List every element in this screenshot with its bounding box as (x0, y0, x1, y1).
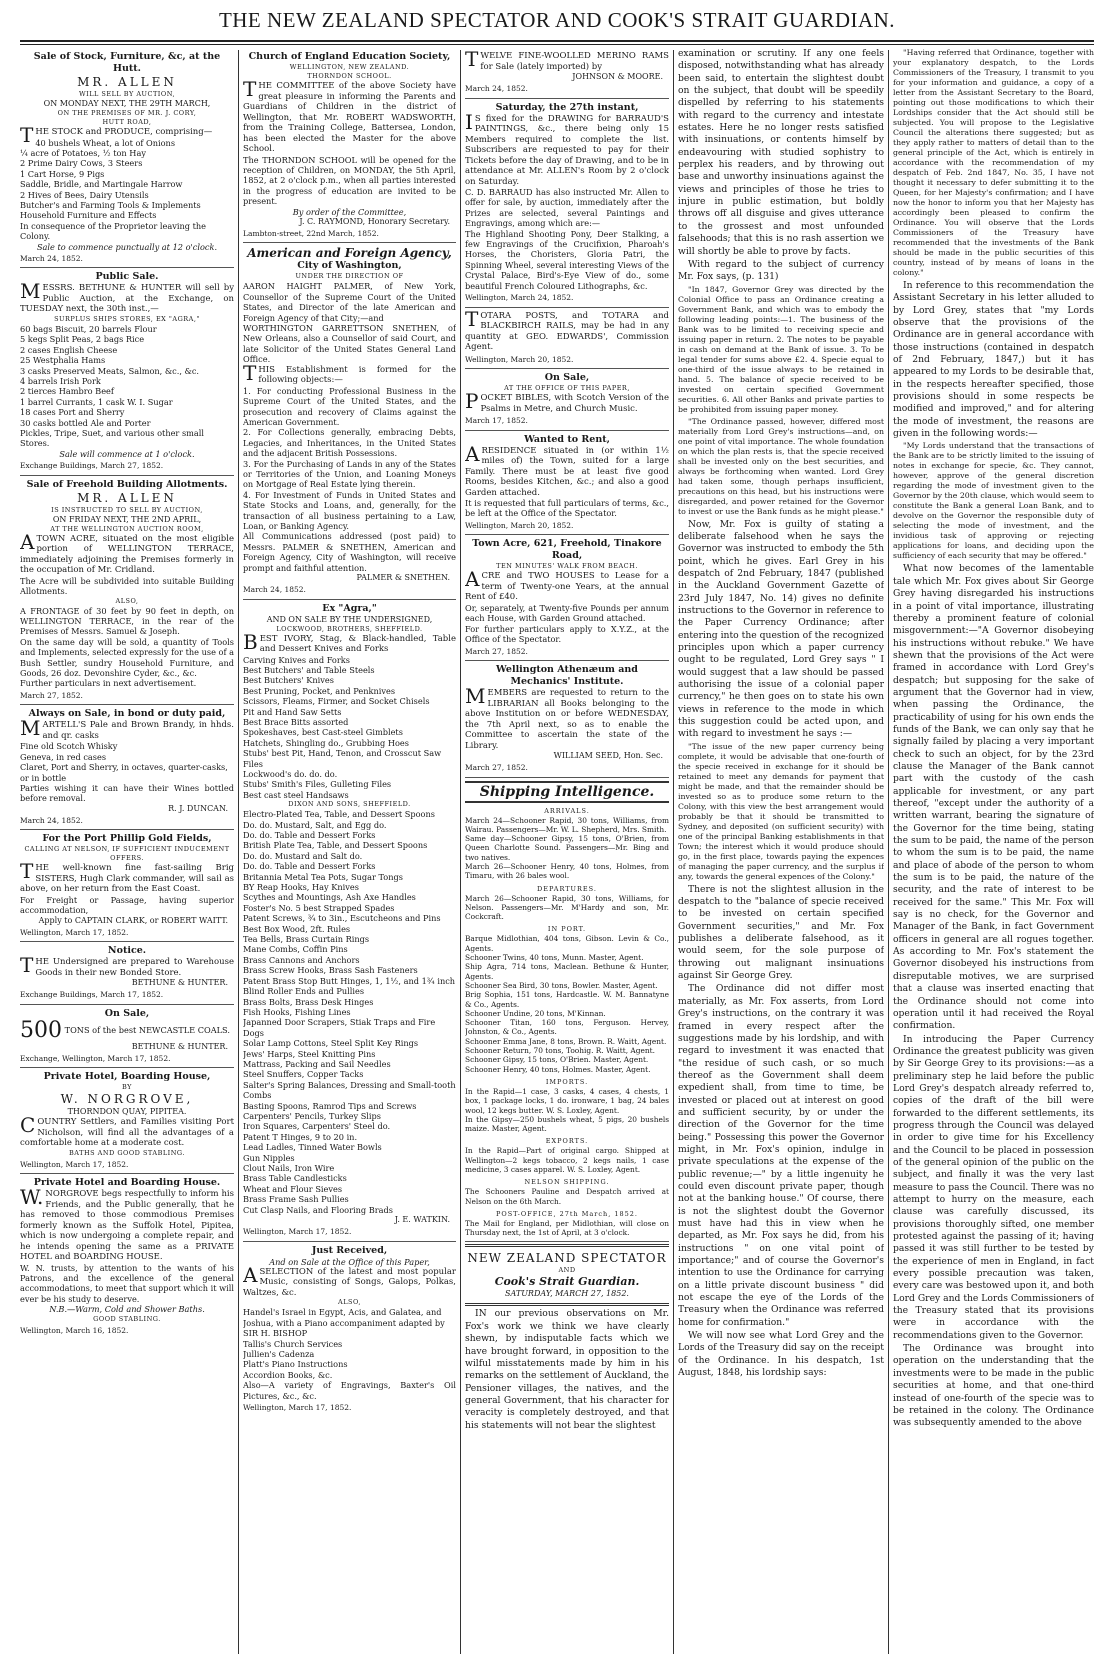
list-item: Stubs' Smith's Files, Gulleting Files (243, 779, 392, 790)
list-item: British Plate Tea, Table, and Dessert Spoons (243, 840, 428, 851)
proprietor-name: W. NORGROVE, (60, 1092, 194, 1107)
advert-text: For further particulars apply to X.Y.Z., at the Office of the Spectator. (465, 623, 669, 645)
list-item: 5 kegs Split Peas, 2 bags Rice (20, 334, 145, 345)
quotation: "Having referred that Ordinance, together with your explanatory despatch, to the Lords Commissioners of the Treasury, I transmit to you for your information and guidance, a copy of a letter from the Assistant Secretary to the Board, pointing out those modifications to which their Lordships consider that the Act should still be subjected. You will propose to the Legislative Council the alterations there suggested; but as they apply rather to matters of detail than to the general principle of the Act, which is entirely in accordance with the recommendation of my despatch of Feb. 2nd 1847, No. 35, I have not thought it necessary to defer submitting it to the Queen, for her Majesty's confirmation; and I have now the honor to inform you that her Majesty has accordingly been pleased to confirm the Ordinance. You will observe that the Lords Commissioners of the Treasury have recommended that the investments of the Bank should be made in the public securities of this country, instead of by means of loans in the colony." (893, 48, 1094, 277)
advert-lead: TOTARA POSTS, and TOTARA and BLACKBIRCH RAILS, may be had in any quantity at GEO. EDWARDS', Commission Agent. (465, 306, 669, 353)
advert-stock-sale (20, 48, 234, 268)
item-list (243, 809, 456, 882)
advert-gold-fields (20, 830, 234, 942)
advert-lead: ASELECTION of the latest and most popular Music, consisting of Songs, Galops, Polkas, Waltzes, &c. (243, 1262, 456, 1298)
list-item: Solar Lamp Cottons, Steel Split Key Rings (243, 1038, 419, 1049)
list-item: Geneva, in red cases (20, 751, 107, 762)
column-3 (465, 48, 669, 1656)
quotation: "The issue of the new paper currency being complete, it would be advisable that one-fourth of the specie received in exchange for it should be retained to meet any demands for payment that might be made, and that the remainder should be invested so as to produce some return to the Colony, with this view the best arrangement would probably be that it should be transmitted to Sydney, and deposited (on sufficient security) with one of the principal Banking establishments in that Town; the interest which it would produce should go, in the first place, towards paying the expences of managing the paper currency, and the surplus if any, towards the general expences of the Colony." (678, 741, 884, 881)
advert-date: Wellington, March 20, 1852. (465, 520, 574, 530)
advert-heading: Private Hotel and Boarding House. (33, 1177, 221, 1189)
section-subheading: DEPARTURES. (537, 884, 597, 893)
list-item: Barque Midlothian, 404 tons, Gibson. Levin & Co., Agents. (465, 934, 669, 953)
advert-text: 4. For Investment of Funds in United States and State Stocks and Loans, and, generally, for the transaction of all business pertaining to a Law, Loan, or Banking Agency. (243, 489, 456, 531)
advert-note: N.B.—Warm, Cold and Shower Baths. (49, 1304, 205, 1315)
shipping-intelligence (465, 778, 669, 1243)
paper-date: SATURDAY, MARCH 27, 1852. (505, 1289, 629, 1299)
item-list (20, 324, 234, 449)
advert-date: Wellington, March 17, 1852. (243, 1403, 352, 1413)
advert-heading: Public Sale. (95, 271, 159, 283)
list-item: Butcher's and Farming Tools & Implements (20, 199, 201, 210)
list-item: Ship Agra, 714 tons, Maclean. Bethune & Hunter, Agents. (465, 962, 669, 981)
list-item: Claret, Port and Sherry, in octaves, quarter-casks, or in bottle (20, 762, 228, 783)
list-item: Schooner Emma Jane, 8 tons, Brown. R. Waitt, Agent. (465, 1036, 667, 1046)
quantity-figure: 500 (20, 1017, 62, 1043)
list-item: Schooner Twins, 40 tons, Munn. Master, Agent. (465, 953, 644, 963)
item-list (20, 138, 234, 221)
list-item: Spokeshaves, best Cast-steel Gimblets (243, 727, 403, 738)
advert-notice (20, 942, 234, 1005)
advert-date: March 24, 1852. (20, 815, 83, 825)
list-item: Britannia Metal Tea Pots, Sugar Tongs (243, 871, 403, 882)
advert-heading: Private Hotel, Boarding House, (43, 1071, 211, 1083)
editorial-paragraph: We will now see what Lord Grey and the Lords of the Treasury did say on the receipt of the Ordinance. In his despatch, 1st August, 1848, his lordship says: (678, 1330, 884, 1379)
list-item: 4 barrels Irish Pork (20, 376, 101, 386)
advert-date: March 17, 1852. (465, 416, 528, 426)
advert-lead: BEST IVORY, Stag, & Black-handled, Table and Dessert Knives and Forks (243, 629, 456, 654)
advert-subheading: And on Sale at the Office of this Paper, (269, 1256, 430, 1267)
list-item: 2 Prime Dairy Cows, 3 Steers (20, 158, 143, 169)
advert-heading: Always on Sale, in bond or duty paid, (28, 708, 226, 720)
shipping-entry: Same day—Schooner Gipsy, 15 tons, O'Brien, from Queen Charlotte Sound. Passengers—Mr. Bing and two natives. (465, 834, 669, 862)
shipping-entry: The Mail for England, per Midlothian, will close on Thursday next, the 1st of April, at 3 o'clock. (465, 1218, 669, 1238)
auctioneer-name: MR. ALLEN (77, 75, 177, 89)
advert-lead: MEMBERS are requested to return to the LIBRARIAN all Books belonging to the above Institution on or before WEDNESDAY, the 7th April next, so as to enable the Committee to ascertain the state of the Library. (465, 684, 669, 751)
advert-text: Or, separately, at Twenty-five Pounds per annum each House, with Garden Ground attached. (465, 602, 669, 624)
list-item: 1 Cart Horse, 9 Pigs (20, 168, 105, 179)
advert-text: Further particulars in next advertisement. (20, 678, 197, 689)
newspaper-page (20, 48, 1094, 1656)
list-item: Handel's Israel in Egypt, Acis, and Galatea, and Joshua, with a Piano accompaniment adapted by SIR H. BISHOP (243, 1307, 445, 1339)
caption: WELLINGTON, NEW ZEALAND. (289, 63, 410, 71)
advert-athenaeum (465, 661, 669, 778)
advert-foreign-agency (243, 243, 456, 599)
list-item: Do. do. Table and Dessert Forks (243, 861, 376, 872)
list-item: Fine old Scotch Whisky (20, 741, 118, 752)
list-item: 30 casks bottled Ale and Porter (20, 417, 151, 428)
list-item: Foster's No. 5 best Strapped Spades (243, 902, 395, 913)
list-item: Do. do. Table and Dessert Forks (243, 830, 376, 840)
list-item: 18 cases Port and Sherry (20, 407, 125, 418)
advert-signature: J. C. RAYMOND, Honorary Secretary. (299, 216, 450, 226)
shipping-entry: The Schooners Pauline and Despatch arrived at Nelson on the 6th March. (465, 1187, 669, 1206)
list-item: Mane Combs, Coffin Pins (243, 944, 348, 955)
advert-building-allotments (20, 476, 234, 706)
list-item: Iron Squares, Carpenters' Steel do. (243, 1121, 391, 1132)
list-item: Best cast steel Handsaws (243, 789, 349, 800)
caption: IS INSTRUCTED TO SELL BY AUCTION, (51, 505, 203, 514)
list-item: Patent Brass Stop Butt Hinges, 1, 1½, and 1¾ inch (243, 975, 456, 986)
list-item: Hatchets, Shingling do., Grubbing Hoes (243, 737, 409, 748)
caption: BATHS AND GOOD STABLING. (69, 1148, 185, 1157)
advert-date: Exchange Buildings, March 27, 1852. (20, 461, 164, 471)
column-rule (238, 50, 239, 1654)
advert-heading: Town Acre, 621, Freehold, Tinakore Road, (472, 538, 662, 562)
advert-date: March 27, 1852. (465, 763, 528, 772)
column-4 (678, 48, 884, 1656)
advert-date: Wellington, March 20, 1852. (465, 354, 574, 364)
advert-lead: ACRE and TWO HOUSES to Lease for a term of Twenty-one Years, at the annual Rent of £40. (465, 567, 669, 603)
caption: GOOD STABLING. (93, 1314, 161, 1323)
advert-text: On the same day will be sold, a quantity of Tools and Implements, selected expressly for the use of a Bush Settler, sundry Household Furniture, and Goods, 26 doz. Devonshire Cyder, &c., &c. (20, 636, 234, 678)
advert-date: Exchange, Wellington, March 17, 1852. (20, 1053, 171, 1063)
column-rule (460, 50, 461, 1654)
advert-text: It is requested that full particulars of terms, &c., be left at the Office of the Spectator. (465, 498, 669, 519)
advert-heading: Wellington Athenæum and Mechanics' Institute. (496, 664, 638, 687)
advert-signature: WILLIAM SEED, Hon. Sec. (553, 751, 663, 760)
advert-heading: Notice. (107, 945, 147, 957)
caption: AND (558, 1266, 576, 1275)
advert-lead: ARESIDENCE situated in (or within 1½ miles of) the Town, suited for a large Family. There must be at least five good Rooms, besides Kitchen, &c.; and also a good Garden attached. (465, 441, 669, 498)
advert-signature: R. J. DUNCAN. (168, 803, 228, 813)
list-item: Schooner Return, 70 tons, Toohig. R. Waitt, Agent. (465, 1046, 655, 1056)
advert-heading: Sale of Freehold Building Allotments. (26, 478, 228, 490)
list-item: Japanned Door Scrapers, Stiak Traps and Fire Dogs (243, 1017, 436, 1038)
advert-text: 3. For the Purchasing of Lands in any of the States or Territories of the Union, and Loaning Moneys on Mortgage of Real Estate lying therein. (243, 458, 456, 490)
advert-signature: PALMER & SNETHEN. (356, 573, 450, 582)
editorial-paragraph: What now becomes of the lamentable tale which Mr. Fox gives about Sir George Grey having disregarded his instructions in a point of vital importance, illustrating thereby a prominent feature of colonial misgovernment:—"A Governor disobeying his instructions without rebuke." We have shewn that the provisions of the Act were framed in accordance with Lord Grey's despatch; but supposing for the sake of argument that the Governor had in view, when passing the Ordinance, the practicability of using for his own ends the funds of the Bank, we can only say that he signally failed by placing a very important check to such an object, for by the 23rd clause the Manager of the Bank cannot part with the custody of the cash applicable for investment, or any part thereof, "except under the authority of a written warrant, bearing the signature of the Governor for the time being, stating the sum to be paid, the name of the person to whom the sum is to be paid, the name and place of abode of the person to whom the sum is to be paid, the nature of the security, and the rate of interest to be received for the same." This Mr. Fox will say is no check, for the Governor and Manager of the Bank, in fact Government officers in general are all rogues together. As according to Mr. Fox's statement the Governor disobeyed his instructions from disreputable motives, we are surprised that a clause was inserted enacting that the Ordinance should not come into operation until it had received the Royal confirmation. (893, 563, 1094, 1032)
advert-date: March 27, 1852. (20, 690, 83, 700)
advert-lead: TWELVE FINE-WOOLLED MERINO RAMS for Sale (lately imported) by (465, 48, 669, 72)
list-item: Lockwood's do. do. do. (243, 768, 338, 779)
advert-heading: On Sale, (104, 1007, 150, 1019)
editorial-paragraph: Now, Mr. Fox is guilty of stating a deliberate falsehood when he says the Governor was instructed to embody the 5th point, which he gives. Earl Grey in his despatch of 2nd February, 1847 (published in the Auckland Government Gazette of 23rd July 1847, No. 14) gives no definite instructions to the Governor in reference to the Paper Currency Ordinance; after entering into the question of the recognized principles upon which a paper currency ought to be regulated, Lord Grey says " I would suggest that a law should be passed authorising the issue of a colonial paper currency," he then goes on to state his own views in reference to the mode in which this suggestion could be acted upon, and with regard to investment he says :— (678, 518, 884, 740)
item-list (20, 741, 234, 783)
editorial-paragraph: With regard to the subject of currency Mr. Fox says, (p. 131) (678, 258, 884, 283)
advert-lead: IS fixed for the DRAWING for BARRAUD'S PAINTINGS, &c., there being only 15 Members required to complete the list. Subscribers are requested to pay for their Tickets before the day of Drawing, and to be in attendance at Mr. ALLEN's Room by 2 o'clock on Saturday. (465, 109, 669, 187)
caption: AT THE OFFICE OF THIS PAPER, (504, 384, 630, 393)
section-subheading: IN PORT. (547, 925, 587, 934)
caption: ON THE PREMISES OF MR. J. CORY, (57, 109, 197, 117)
caption: BY (122, 1083, 132, 1092)
advert-pocket-bibles (465, 369, 669, 431)
advert-education-society (243, 48, 456, 243)
advert-text: Also—A variety of Engravings, Baxter's Oil Pictures, &c., &c. (243, 1380, 456, 1401)
list-item: Carving Knives and Forks (243, 654, 350, 665)
advert-text: The Acre will be subdivided into suitable Building Allotments. (20, 575, 234, 597)
list-item: Jews' Harps, Steel Knitting Pins (243, 1048, 376, 1059)
advert-date: Lambton-street, 22nd March, 1852. (243, 228, 379, 238)
caption: DIXON AND SONS, SHEFFIELD. (288, 800, 411, 809)
advert-boarding-house (20, 1174, 234, 1339)
editorial-paragraph: IN our previous observations on Mr. Fox's work we think we have clearly shewn, by indisputable facts which we have brought forward, in opposition to the wilful misstatements made by him in his remarks on the settlement of Auckland, the Pensioner villages, the natives, and the general Government, that his character for veracity is completely destroyed, and that his statements will not bear the slightest (465, 1308, 669, 1431)
advert-town-acre (465, 535, 669, 661)
shipping-entry: In the Gipsy—250 bushels wheat, 5 pigs, 20 bushels maize. Master, Agent. (465, 1114, 669, 1134)
advert-lead: POCKET BIBLES, with Scotch Version of the Psalms in Metre, and Church Music. (465, 389, 669, 414)
section-subheading: ARRIVALS. (544, 806, 590, 815)
list-item: Best Pruning, Pocket, and Penknives (243, 685, 396, 696)
caption: ALSO, (115, 596, 139, 605)
advert-heading: Church of England Education Society, (248, 51, 451, 62)
list-item: Do. do. Mustard and Salt do. (243, 850, 363, 861)
advert-date: Exchange Buildings, March 17, 1852. (20, 990, 164, 1000)
caption: THORNDON SCHOOL. (307, 72, 392, 80)
editorial-paragraph: The Ordinance was brought into operation on the understanding that the investments were to be made in the public securities at home, and that one-third instead of one-fourth of the specie was to be retained in the colony. The Ordinance was subsequently amended to the above (893, 1343, 1094, 1429)
editorial-paragraph: There is not the slightest allusion in the despatch to the "balance of specie received to be invested on certain specified Government securities," and Mr. Fox publishes a deliberate falsehood, as it would seem, for the sole purpose of throwing out malignant insinuations against Sir George Grey. (678, 883, 884, 982)
list-item: Best Box Wood, 2ft. Rules (243, 923, 351, 934)
column-rule (888, 50, 889, 1654)
list-item: Tea Bells, Brass Curtain Rings (243, 934, 370, 945)
advert-text: All Communications addressed (post paid) to Messrs. PALMER & SNETHEN, American and Foreign Agency, City of Washington, will receive prompt and faithful attention. (243, 531, 456, 573)
advert-public-sale (20, 268, 234, 475)
list-item: Best Brace Bitts assorted (243, 716, 349, 727)
shipping-entry: March 26—Schooner Henry, 40 tons, Holmes, from Timaru, with 26 bales wool. (465, 861, 669, 881)
advert-lead: ATOWN ACRE, situated on the most eligible portion of WELLINGTON TERRACE, immediately adjoining the Premises formerly in the occupation of Mr. Cridland. (20, 529, 234, 576)
list-item: Pit and Hand Saw Setts (243, 706, 342, 717)
editorial-paragraph: In introducing the Paper Currency Ordinance the greatest publicity was given by Sir George Grey to its provisions:—as a preliminary step he laid before the public Lord Grey's despatch already referred to, copies of the draft of the bill were forwarded to the different settlements, its progress through the Council was delayed in order to give time for his Excellency and the Council to be placed in possession of the general opinion of the public on the subject, and finally it was the very last measure to pass the Council. There was no attempt to hurry on the measure, each clause was carefully discussed, its provisions thoroughly sifted, one member protested against the passing of it; having passed it was still further to be tested by the experience of men in England, in fact every possible precaution was taken, every care was bestowed upon it, and both Lord Grey and the Lords Commissioners of the Treasury stated that its provisions were in accordance with the recommendations given to the Governor. (893, 1033, 1094, 1341)
quotation: "My Lords understand that the transactions of the Bank are to be strictly limited to the issuing of notes in exchange for specie, &c. They cannot, however, approve of the general discretion regarding the mode of investment given to the Governor by the 20th clause, which would seem to constitute the Bank a general Loan Bank, and to devolve on the Governor the responsible duty of selecting the mode of investment, and the invidious task of approving or rejecting applications for loans, and deciding upon the sufficiency of each security that may be offered." (893, 441, 1094, 561)
list-item: 2 Hives of Bees, Dairy Utensils (20, 189, 149, 200)
list-item: Cut Clasp Nails, and Flooring Brads (243, 1204, 393, 1215)
list-item: Schooner Undine, 20 tons, M'Kinnan. (465, 1008, 606, 1018)
section-subheading: EXPORTS. (545, 1137, 589, 1146)
advert-ex-agra (243, 600, 456, 1242)
section-subheading: NELSON SHIPPING. (524, 1178, 610, 1187)
list-item: Brass Table Candlesticks (243, 1173, 347, 1184)
caption: HUTT ROAD, (102, 118, 152, 126)
advert-date: Wellington, March 16, 1852. (20, 1325, 129, 1335)
section-title: Shipping Intelligence. (465, 781, 669, 803)
list-item: Do. do. Mustard, Salt, and Egg do. (243, 819, 387, 830)
advert-signature: BETHUNE & HUNTER. (131, 978, 228, 988)
advert-heading: Saturday, the 27th instant, (495, 101, 639, 113)
column-5 (893, 48, 1094, 1656)
advert-lead: W.NORGROVE begs respectfully to inform his Friends, and the Public generally, that he has removed to those commodious Premises formerly known as the Suffolk Hotel, Pipitea, which is now undergoing a complete repair, and he intends opening the same as a PRIVATE HOTEL and BOARDING HOUSE. (20, 1185, 234, 1263)
caption: TEN MINUTES' WALK FROM BEACH. (496, 562, 638, 571)
advert-date: Wellington, March 24, 1852. (465, 293, 574, 303)
list-item: 40 bushels Wheat, a lot of Onions (35, 137, 176, 148)
list-item: Pickles, Tripe, Suet, and various other small Stores. (20, 428, 205, 449)
section-subheading: POST-OFFICE, 27th March, 1852. (496, 1209, 638, 1218)
list-item: Schooner Titan, 160 tons, Ferguson. Hervey, Johnston, & Co., Agents. (465, 1018, 669, 1037)
advert-date: Wellington, March 17, 1852. (243, 1227, 352, 1237)
masthead-title: THE NEW ZEALAND SPECTATOR AND COOK'S STRAIT GUARDIAN. (218, 8, 896, 32)
caption: CALLING AT NELSON, IF SUFFICIENT INDUCEMENT OFFERS. (24, 845, 230, 863)
advert-signature: JOHNSON & MOORE. (572, 72, 663, 81)
shipping-entry: In the Rapid—1 case, 3 casks, 4 cases, 4 chests, 1 box, 1 package locks, 1 do. ironware, 1 bag, 24 bales wool, 12 kegs butter. W. S. Loxley, Agent. (465, 1086, 669, 1115)
advert-signature: BETHUNE & HUNTER. (131, 1041, 228, 1051)
list-item: Brass Frame Sash Pullies (243, 1194, 349, 1205)
caption: UNDER THE DIRECTION OF (295, 272, 404, 281)
list-item: Steel Snuffers, Copper Tacks (243, 1069, 364, 1080)
advert-subheading: City of Washington, (297, 260, 402, 272)
paper-title-block (465, 1244, 669, 1306)
advert-lead: THIS Establishment is formed for the following objects:— (243, 360, 456, 386)
paper-title: NEW ZEALAND SPECTATOR (467, 1251, 667, 1266)
list-item: Jullien's Cadenza (243, 1349, 315, 1360)
list-item: 60 bags Biscuit, 20 barrels Flour (20, 323, 157, 334)
advert-date: March 24, 1852. (465, 84, 528, 93)
list-item: Mattrass, Packing and Sail Needles (243, 1058, 391, 1069)
advert-tail: Sale to commence punctually at 12 o'clock. (36, 241, 218, 252)
list-item: Brass Cannons and Anchors (243, 954, 360, 965)
advert-text: A FRONTAGE of 30 feet by 90 feet in depth, on WELLINGTON TERRACE, in the rear of the Premises of Messrs. Samuel & Joseph. (20, 605, 234, 637)
list-item: Best Butchers' Knives (243, 675, 334, 686)
list-item: Electro-Plated Tea, Table, and Dessert Spoons (243, 809, 435, 820)
item-list (243, 655, 456, 801)
list-item: Brig Sophia, 151 tons, Hardcastle. W. M. Bannatyne & Co., Agents. (465, 990, 669, 1009)
advert-text: TONS of the best NEWCASTLE COALS. (64, 1024, 230, 1035)
advert-date: March 24, 1852. (20, 253, 83, 263)
advert-paintings (465, 99, 669, 308)
list-item: Schooner Henry, 40 tons, Holmes. Master, Agent. (465, 1064, 651, 1074)
list-item: Accordion Books, &c. (243, 1369, 333, 1380)
list-item: Clout Nails, Iron Wire (243, 1163, 335, 1173)
list-item: Fish Hooks, Fishing Lines (243, 1006, 351, 1017)
item-list (243, 882, 456, 1215)
list-item: Lead Ladles, Tinned Water Bowls (243, 1142, 382, 1153)
list-item: BY Reap Hooks, Hay Knives (243, 882, 359, 893)
list-item: 25 Westphalia Hams (20, 355, 106, 366)
advert-text: W. N. trusts, by attention to the wants of his Patrons, and the excellence of the general accommodations, to meet that support which it will ever be his study to deserve. (20, 1262, 234, 1304)
list-item: Wheat and Flour Sieves (243, 1183, 343, 1194)
list-item: Platt's Piano Instructions (243, 1359, 348, 1370)
list-item: 2 tierces Hambro Beef (20, 386, 114, 397)
list-item: Saddle, Bridle, and Martingale Harrow (20, 179, 183, 190)
shipping-entry: March 26—Schooner Rapid, 30 tons, Williams, for Nelson. Passengers—Mr. M'Hardy and son, Mr. Cockcraft. (465, 893, 669, 922)
shipping-entry: In the Rapid—Part of original cargo. Shipped at Wellington—2 kegs tobacco, 2 kegs nails, 1 case medicine, 3 cases apparel. W. S. Loxley, Agent. (465, 1146, 669, 1174)
advert-heading: On Sale, (544, 372, 590, 384)
advert-note: In consequence of the Proprietor leaving the Colony. (20, 220, 207, 242)
advert-heading: American and Foreign Agency, (247, 246, 452, 261)
list-item: 3 casks Preserved Meats, Salmon, &c., &c. (20, 365, 200, 376)
auctioneer-name: MR. ALLEN (77, 490, 177, 505)
editorial-paragraph: In reference to this recommendation the Assistant Secretary in his letter alluded to by Lord Grey, states that "my Lords observe that the provisions of the Ordinance are in general accordance with those instructions (contained in despatch of 2nd February, 1847,) but it has appeared to my Lords to be desirable that, in the respects hereafter specified, those provisions should in some respects be modified and improved," and for altering the mode of investment, the reasons are given in the following words:— (893, 280, 1094, 440)
advert-wanted-rent (465, 431, 669, 536)
caption: LOCKWOOD, BROTHERS, SHEFFIELD. (276, 624, 423, 633)
advert-totara-posts (465, 308, 669, 370)
masthead-rule-thin (20, 44, 1094, 45)
advert-lead: THE COMMITTEE of the above Society have great pleasure in informing the Parents and Guardians of Children in the district of Wellington, that Mr. ROBERT WADSWORTH, from the Training College, Battersea, London, has been elected the Master for the above School. (243, 77, 456, 154)
advert-heading: Just Received, (311, 1244, 388, 1256)
advert-brandy (20, 705, 234, 830)
advert-lead: COUNTRY Settlers, and Families visiting Port Nicholson, will find all the advantages of a comfortable home at a moderate cost. (20, 1113, 234, 1149)
advert-text: The Highland Shooting Pony, Deer Stalking, a few Engravings of the Crucifixion, Pharoah's Horses, the Choristers, Gloria Patri, the Spinning Wheel, several interesting Views of the Crystal Palace, Bird's-Eye View of do., some beautiful French Coloured Lithographs, &c. (465, 228, 669, 291)
section-subheading: IMPORTS. (545, 1077, 589, 1086)
advert-lead: MESSRS. BETHUNE & HUNTER will sell by Public Auction, at the Exchange, on TUESDAY next, the 30th inst.,— (20, 279, 234, 315)
caption: WILL SELL BY AUCTION, (78, 90, 176, 98)
advert-coals (20, 1005, 234, 1069)
advert-lead: THE Undersigned are prepared to Warehouse Goods in their new Bonded Store. (20, 953, 234, 978)
editorial-paragraph: examination or scrutiny. If any one feels disposed, notwithstanding what has already been said, to entertain the slightest doubt on the subject, that doubt will be speedily dispelled by referring to his statements with regard to the currency and intestate estates. Here he no longer rests satisfied with insinuations, or contents himself by endeavouring with studied sophistry to perplex his readers, and by throwing out base and unworthy insinuations against the views and principles of those he tries to injure in public estimation, but boldly throws off all disguise and gives utterance to the grossest and most unfounded falsehoods; that this is no rash assertion we will shortly be able to prove by facts. (678, 48, 884, 257)
advert-text: C. D. BARRAUD has also instructed Mr. Allen to offer for sale, by auction, immediately after the Prizes are selected, several Paintings and Engravings, among which are:— (465, 187, 669, 229)
column-1 (20, 48, 234, 1656)
advert-music (243, 1242, 456, 1417)
list-item: 1 barrel Currants, 1 cask W. I. Sugar (20, 396, 173, 407)
column-2 (243, 48, 456, 1656)
advert-text: WORTHINGTON GARRETTSON SNETHEN, of New Orleans, also a Counsellor of said Court, and late Solicitor of the United States General Land Office. (243, 323, 456, 365)
advert-heading: Ex "Agra," (322, 602, 377, 614)
advert-heading: Sale of Stock, Furniture, &c, at the Hutt. (33, 51, 221, 74)
quotation: "In 1847, Governor Grey was directed by the Colonial Office to pass an Ordinance creating a Government Bank, and which was to embody the following leading points:—1. The business of the Bank was to be limited to receiving specie and issuing paper in return. 2. The notes to be payable in cash on demand at the Bank of issue. 3. To be legal tender for sums above £2. 4. Specie equal to one-third of the issue always to be retained in hand. 5. The balance of specie received to be invested on certain specified Government securities. 6. All other Banks and private parties to be prohibited from issuing paper money. (678, 284, 884, 414)
advert-text: By order of the Committee, (292, 206, 407, 217)
list-item: Stubs' best Pit, Hand, Tenon, and Crosscut Saw Files (243, 748, 442, 769)
advert-signature: J. E. WATKIN. (394, 1215, 450, 1225)
vessel-list (465, 934, 669, 1073)
list-item: Household Furniture and Effects (20, 210, 157, 221)
advert-heading: For the Port Phillip Gold Fields, (42, 833, 212, 845)
list-item: Patent Screws, ¾ to 3in., Escutcheons and Pins (243, 913, 441, 924)
caption: SURPLUS SHIPS STORES, EX "AGRA," (54, 314, 200, 323)
caption: ALSO, (338, 1298, 361, 1307)
advert-text: For Freight or Passage, having superior accommodation, (20, 894, 234, 916)
list-item: Brass Bolts, Brass Desk Hinges (243, 996, 374, 1007)
list-item: ¼ acre of Potatoes, ½ ton Hay (20, 147, 146, 158)
caption: AT THE WELLINGTON AUCTION ROOM, (50, 524, 204, 533)
list-item: Schooner Sea Bird, 30 tons, Bowler. Master, Agent. (465, 980, 658, 990)
list-item: Tallis's Church Services (243, 1338, 343, 1349)
list-item: 2 cases English Cheese (20, 344, 118, 355)
list-item: Scissors, Fleams, Firmer, and Socket Chisels (243, 696, 430, 707)
sale-date: ON FRIDAY NEXT, THE 2ND APRIL, (52, 514, 202, 524)
advert-date: Wellington, March 17, 1852. (20, 927, 129, 937)
list-item: Basting Spoons, Ramrod Tips and Screws (243, 1100, 417, 1111)
list-item: Brass Screw Hooks, Brass Sash Fasteners (243, 965, 418, 976)
list-item: Carpenters' Pencils, Turkey Slips (243, 1110, 381, 1121)
list-item: Best Butchers' and Table Steels (243, 664, 375, 675)
advert-lead: THE STOCK and PRODUCE, comprising— (20, 123, 213, 147)
advert-subheading: AND ON SALE BY THE UNDERSIGNED, (266, 614, 433, 624)
advert-text: 1. For conducting Professional Business in the Supreme Court of the United States, and the prosecution and recovery of Claims against the American Government. (243, 385, 456, 427)
quotation: "The Ordinance passed, however, differed most materially from Lord Grey's instructions—and, on one point of vital importance. The whole foundation on which the plan rests is, that the specie received shall be invested only on the best securities, and always be forthcoming when wanted. Lord Grey had taken some, though perhaps insufficient, precautions on this head, but his instructions were disregarded, and power retained for the Governor to invest or use the Bank funds as he might please." (678, 416, 884, 516)
item-list (243, 1307, 456, 1380)
advert-tail: Sale will commence at 1 o'clock. (59, 448, 195, 459)
shipping-entry: March 24—Schooner Rapid, 30 tons, Williams, from Wairau. Passengers—Mr. W. L. Shepherd, Mrs. Smith. (465, 815, 669, 834)
list-item: Scythes and Mountings, Ash Axe Handles (243, 892, 416, 903)
sale-date: ON MONDAY NEXT, THE 29TH MARCH, (43, 99, 211, 108)
advert-date: March 24, 1852. (243, 585, 306, 594)
advert-private-hotel (20, 1068, 234, 1174)
advert-date: Wellington, March 17, 1852. (20, 1159, 129, 1169)
advert-merino-rams (465, 48, 669, 99)
advert-heading: Wanted to Rent, (524, 433, 610, 445)
advert-text: The THORNDON SCHOOL will be opened for the reception of Children, on MONDAY, the 5th April, 1852, at 2 o'clock p.m., when all parties interested in the progress of education are invited to be present. (243, 154, 456, 207)
advert-signature: Apply to CAPTAIN CLARK, or ROBERT WAITT. (38, 915, 228, 925)
masthead-rule (20, 40, 1094, 42)
list-item: Schooner Gipsy, 15 tons, O'Brien. Master, Agent. (465, 1055, 649, 1065)
column-rule (673, 50, 674, 1654)
list-item: Patent T Hinges, 9 to 20 in. (243, 1131, 358, 1142)
advert-text: Parties wishing it can have their Wines bottled before removal. (20, 782, 234, 804)
editorial-paragraph: The Ordinance did not differ most materially, as Mr. Fox asserts, from Lord Grey's instructions, on the contrary it was framed in every respect after the suggestions made by his lordship, and with regard to investment it was enacted that "the residue of such cash, or so much thereof as the Government shall deem expedient shall, from time to time, be invested or placed out at interest on good and sufficient security, by or under the direction of the Governor for the time being." Possessing this power the Governor might, in Mr. Fox's opinion, indulge in private speculations at the expense of the public revenue;—" by a little ingenuity he could even discount private paper, though not at the banking house." Of course, there is not the slightest doubt the Governor must have had this in view when he departed, as Mr. Fox says he did, from his instructions " on one vital point of importance;" and of course the Governor's intention to use the Ordinance for carrying on a little private discount business " did not escape the eye of the Lords of the Treasury when the Ordinance was referred home for confirmation." (678, 983, 884, 1328)
advert-text: 2. For Collections generally, embracing Debts, Legacies, and Inheritances, in the United States and the adjacent British Possessions. (243, 427, 456, 459)
advert-lead: MARTELL'S Pale and Brown Brandy, in hhds. and qr. casks (20, 716, 234, 741)
advert-text: AARON HAIGHT PALMER, of New York, Counsellor of the Supreme Court of the United States, and Director of the late American and Foreign Agency of that City;—and (243, 281, 456, 323)
paper-subtitle: Cook's Strait Guardian. (494, 1275, 640, 1289)
list-item: Gun Nipples (243, 1152, 295, 1163)
advert-lead: THE well-known fine fast-sailing Brig SISTERS, Hugh Clark commander, will sail as above, on her return from the East Coast. (20, 859, 234, 895)
address: THORNDON QUAY, PIPITEA. (67, 1107, 187, 1117)
list-item: Blind Roller Ends and Pullies (243, 986, 365, 997)
list-item: Salter's Spring Balances, Dressing and Small-tooth Combs (243, 1079, 456, 1101)
advert-date: March 27, 1852. (465, 646, 528, 656)
